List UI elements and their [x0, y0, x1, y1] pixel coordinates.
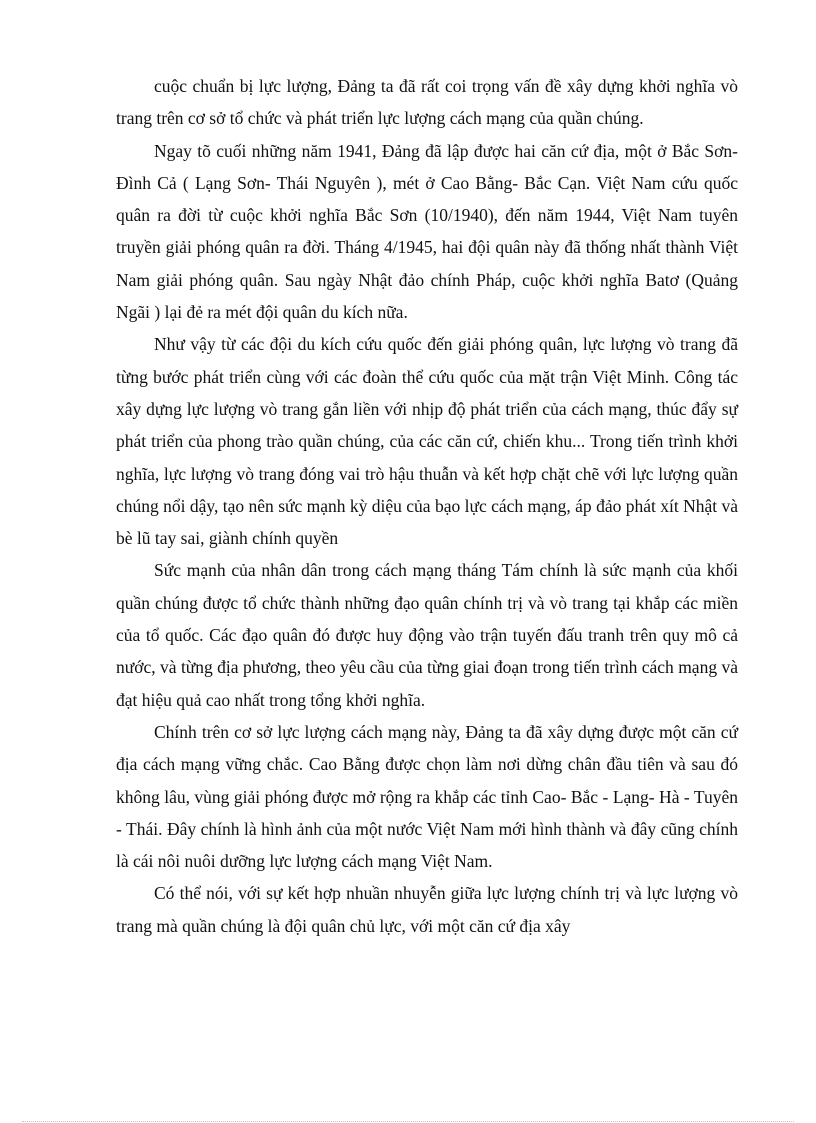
paragraph-5: Chính trên cơ sở lực lượng cách mạng này, Đảng ta đã xây dựng được một căn cứ địa cách mạng vững chắc. Cao Bằng được chọn làm nơi dừng chân đầu tiên và sau đó không lâu, vùng giải phóng được mở rộng ra khắp các tỉnh Cao- Bắc - Lạng- Hà - Tuyên - Thái. Đây chính là hình ảnh của một nước Việt Nam mới hình thành và đây cũng chính là cái nôi nuôi dưỡng lực lượng cách mạng Việt Nam. [116, 721, 738, 872]
paragraph-1: cuộc chuẩn bị lực lượng, Đảng ta đã rất coi trọng vấn đề xây dựng khởi nghĩa vò trang trên cơ sở tổ chức và phát triển lực lượng cách mạng của quần chúng. [116, 76, 738, 129]
document-page [116, 70, 738, 942]
paragraph-3: Như vậy từ các đội du kích cứu quốc đến giải phóng quân, lực lượng vò trang đã từng bước phát triển cùng với các đoàn thể cứu quốc của mặt trận Việt Minh. Công tác xây dựng lực lượng vò trang gắn liền với nhịp độ phát triển của cách mạng, thúc đẩy sự phát triển của phong trào quần chúng, của các căn cứ, chiến khu... Trong tiến trình khởi nghĩa, lực lượng vò trang đóng vai trò hậu thuẫn và kết hợp chặt chẽ với lực lượng quần chúng nổi dậy, tạo nên sức mạnh kỳ diệu của bạo lực cách mạng, áp đảo phát xít Nhật và bè lũ tay sai, giành chính quyền [116, 334, 738, 549]
page-bottom-divider [22, 1121, 794, 1122]
paragraph-2: Ngay tõ cuối những năm 1941, Đảng đã lập được hai căn cứ địa, một ở Bắc Sơn- Đình Cả ( Lạng Sơn- Thái Nguyên ), mét ở Cao Bằng- Bắc Cạn. Việt Nam cứu quốc quân ra đời từ cuộc khởi nghĩa Bắc Sơn (10/1940), đến năm 1944, Việt Nam tuyên truyền giải phóng quân ra đời. Tháng 4/1945, hai đội quân này đã thống nhất thành Việt Nam giải phóng quân. Sau ngày Nhật đảo chính Pháp, cuộc khởi nghĩa Batơ (Quảng Ngãi ) lại đẻ ra mét đội quân du kích nữa. [116, 140, 738, 323]
paragraph-6: Có thể nói, với sự kết hợp nhuần nhuyễn giữa lực lượng chính trị và lực lượng vò trang mà quần chúng là đội quân chủ lực, với một căn cứ địa xây [116, 883, 738, 936]
paragraph-4: Sức mạnh của nhân dân trong cách mạng tháng Tám chính là sức mạnh của khối quần chúng được tổ chức thành những đạo quân chính trị và vò trang tại khắp các miền của tổ quốc. Các đạo quân đó được huy động vào trận tuyến đấu tranh trên quy mô cả nước, và từng địa phương, theo yêu cầu của từng giai đoạn trong tiến trình cách mạng và đạt hiệu quả cao nhất trong tổng khởi nghĩa. [116, 560, 738, 710]
